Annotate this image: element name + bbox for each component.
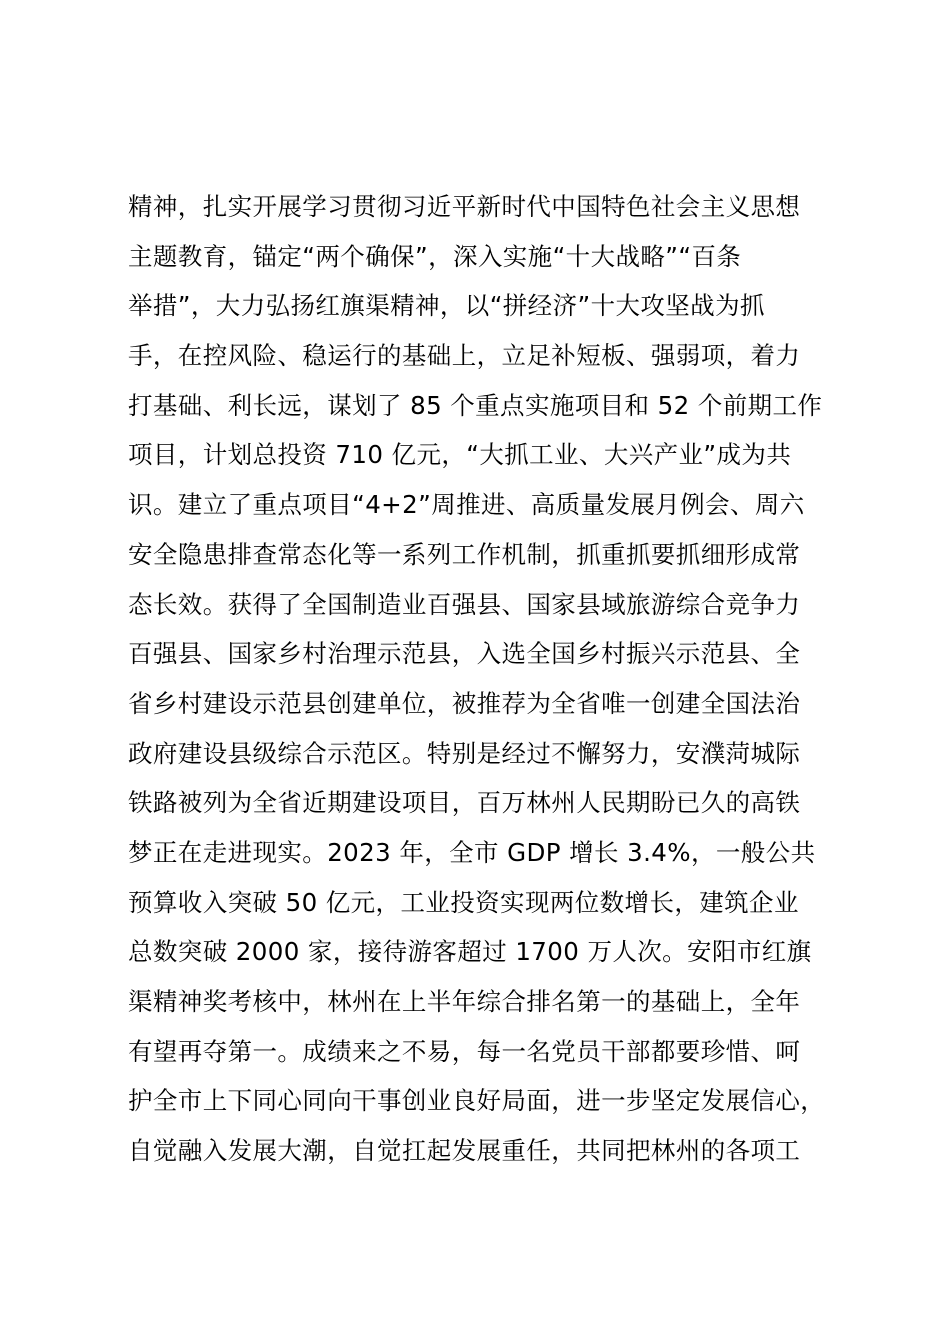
text-line-20: 自觉融入发展大潮，自觉扛起发展重任，共同把林州的各项工 [128, 1136, 801, 1166]
text-line-18: 有望再夺第一。成绩来之不易，每一名党员干部都要珍惜、呵 [128, 1036, 801, 1066]
text-line-19: 护全市上下同心同向干事创业良好局面，进一步坚定发展信心， [128, 1086, 826, 1116]
text-line-17: 渠精神奖考核中，林州在上半年综合排名第一的基础上，全年 [128, 987, 801, 1016]
text-line-7: 识。建立了重点项目“4+2”周推进、高质量发展月例会、周六 [128, 490, 805, 520]
text-line-1: 精神，扎实开展学习贯彻习近平新时代中国特色社会主义思想 [128, 192, 801, 221]
text-line-6: 项目，计划总投资 710 亿元，“大抓工业、大兴产业”成为共 [128, 440, 792, 470]
text-line-10: 百强县、国家乡村治理示范县，入选全国乡村振兴示范县、全 [128, 639, 801, 669]
text-line-15: 预算收入突破 50 亿元，工业投资实现两位数增长，建筑企业 [128, 887, 799, 917]
text-line-16: 总数突破 2000 家，接待游客超过 1700 万人次。安阳市红旗 [128, 937, 812, 967]
text-line-13: 铁路被列为全省近期建设项目，百万林州人民期盼已久的高铁 [128, 788, 801, 818]
text-line-3: 举措”，大力弘扬红旗渠精神，以“拼经济”十大攻坚战为抓 [128, 291, 765, 321]
text-line-9: 态长效。获得了全国制造业百强县、国家县域旅游综合竞争力 [128, 589, 801, 619]
text-line-11: 省乡村建设示范县创建单位，被推荐为全省唯一创建全国法治 [128, 688, 801, 718]
text-line-14: 梦正在走进现实。2023 年，全市 GDP 增长 3.4%，一般公共 [128, 837, 816, 867]
text-line-12: 政府建设县级综合示范区。特别是经过不懈努力，安濮菏城际 [128, 738, 801, 768]
text-line-5: 打基础、利长远，谋划了 85 个重点实施项目和 52 个前期工作 [128, 390, 823, 420]
text-line-8: 安全隐患排查常态化等一系列工作机制，抓重抓要抓细形成常 [128, 539, 801, 569]
text-line-4: 手，在控风险、稳运行的基础上，立足补短板、强弱项，着力 [128, 341, 801, 371]
text-line-2: 主题教育，锚定“两个确保”，深入实施“十大战略”“百条 [128, 241, 742, 271]
body-paragraph [128, 182, 848, 1176]
